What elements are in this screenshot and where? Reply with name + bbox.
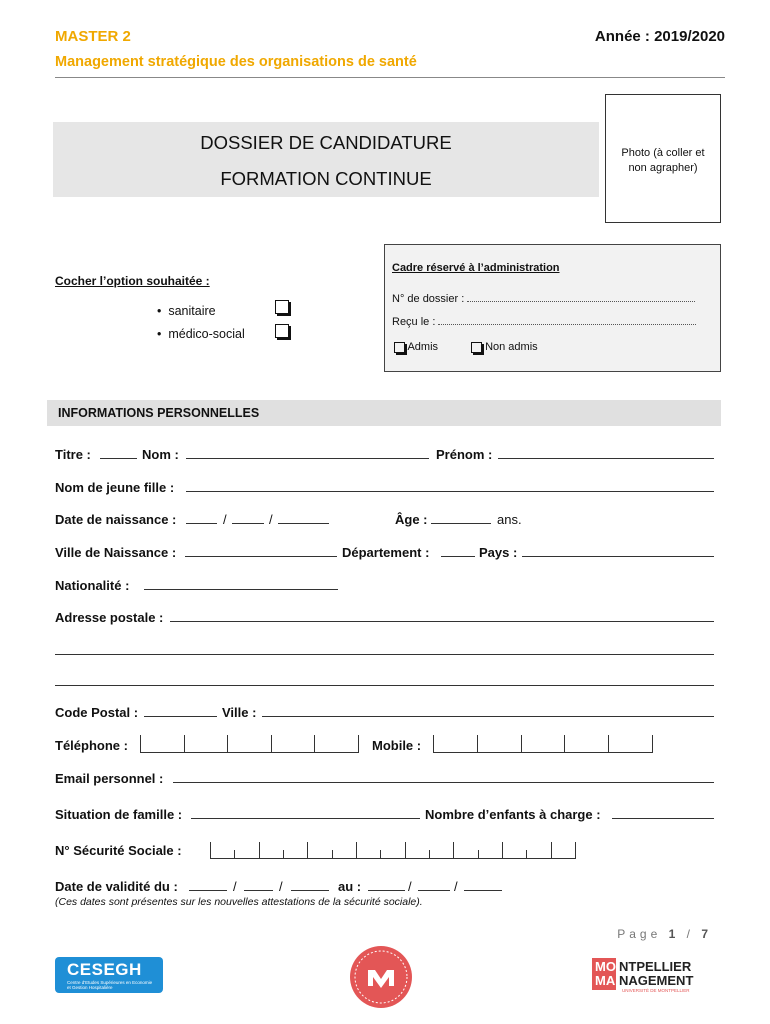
admin-recu-field[interactable] [438,315,696,325]
securite-field[interactable] [210,842,576,859]
titre-field[interactable] [100,458,137,459]
adresse-field-line2[interactable] [55,654,714,655]
master-label: MASTER 2 [55,28,131,45]
date-separator: / [223,512,227,527]
validite-note: (Ces dates sont présentes sur les nouvelles attestations de la sécurité sociale). [55,896,423,908]
prenom-field[interactable] [498,458,714,459]
au-label: au : [338,879,362,894]
adresse-field-line3[interactable] [55,685,714,686]
nationalite-field[interactable] [144,589,338,590]
seal-icon [350,946,412,1008]
medico-social-checkbox[interactable] [275,324,289,338]
date-separator: / [233,879,237,894]
securite-label: N° Sécurité Sociale : [55,843,182,858]
prenom-label: Prénom : [436,447,493,462]
code-postal-field[interactable] [144,716,217,717]
admis-checkbox[interactable] [394,342,405,353]
validite-from-month-field[interactable] [244,890,273,891]
age-label: Âge : [395,512,428,527]
validite-to-year-field[interactable] [464,890,502,891]
naissance-day-field[interactable] [186,523,217,524]
mm-logo-subtitle: UNIVERSITÉ DE MONTPELLIER [622,988,690,993]
option-medico-social [157,327,245,341]
bullet-icon: • [157,327,162,341]
ville-naissance-label: Ville de Naissance : [55,545,177,560]
academic-year: Année : 2019/2020 [594,28,725,45]
date-separator: / [269,512,273,527]
naissance-year-field[interactable] [278,523,329,524]
ans-label: ans. [497,512,522,527]
validite-from-year-field[interactable] [291,890,329,891]
nationalite-label: Nationalité : [55,578,130,593]
page-total: 7 [701,927,712,941]
naissance-label: Date de naissance : [55,512,177,527]
admin-dossier-label: N° de dossier : [392,293,465,305]
photo-caption-line2: non agrapher) [628,162,698,174]
validite-label: Date de validité du : [55,879,178,894]
email-field[interactable] [173,782,714,783]
ville-naissance-field[interactable] [185,556,337,557]
telephone-field[interactable] [140,735,359,753]
admin-recu-label: Reçu le : [392,316,436,328]
date-separator: / [408,879,412,894]
mm-logo-top-red: MO [595,959,616,974]
admin-dossier-row [392,292,695,305]
header-divider [55,77,725,78]
code-postal-label: Code Postal : [55,705,139,720]
non-admis-checkbox[interactable] [471,342,482,353]
telephone-label: Téléphone : [55,738,128,753]
departement-field[interactable] [441,556,475,557]
mm-logo-bottom-red: MA [595,973,616,988]
pays-field[interactable] [522,556,714,557]
titre-label: Titre : [55,447,91,462]
program-title: Management stratégique des organisations de santé [55,54,417,70]
validite-to-day-field[interactable] [368,890,405,891]
cesegh-logo-subtitle: Centre d'Etudes Supérieures en Economie et Gestion Hospitalière [67,980,153,990]
non-admis-label: Non admis [485,341,538,353]
validite-to-month-field[interactable] [418,890,450,891]
option-title: Cocher l’option souhaitée : [55,274,210,288]
section-title: INFORMATIONS PERSONNELLES [58,406,260,420]
ville-field[interactable] [262,716,714,717]
cesegh-logo [55,957,163,993]
enfants-field[interactable] [612,818,714,819]
email-label: Email personnel : [55,771,164,786]
enfants-label: Nombre d’enfants à charge : [425,807,601,822]
option-label: sanitaire [168,304,216,318]
naissance-month-field[interactable] [232,523,264,524]
admin-non-admis-row [471,341,538,353]
validite-from-day-field[interactable] [189,890,227,891]
bullet-icon: • [157,304,162,318]
page-label: Page [617,927,662,941]
page-current: 1 [668,927,680,941]
photo-box [605,94,721,223]
date-separator: / [279,879,283,894]
option-sanitaire [157,304,216,318]
mm-logo-bottom: NAGEMENT [619,973,694,988]
sanitaire-checkbox[interactable] [275,300,289,314]
cesegh-logo-text: CESEGH [67,960,142,979]
university-seal-logo [350,946,412,1008]
nom-label: Nom : [142,447,179,462]
mm-logo-top: NTPELLIER [619,959,692,974]
age-field[interactable] [431,523,491,524]
photo-caption-line1: Photo (à coller et [621,147,705,159]
admin-dossier-field[interactable] [467,292,695,302]
situation-label: Situation de famille : [55,807,183,822]
departement-label: Département : [342,545,430,560]
option-label: médico-social [168,327,245,341]
admin-title: Cadre réservé à l’administration [392,262,560,274]
page-title: DOSSIER DE CANDIDATURE [200,132,452,153]
page-subtitle: FORMATION CONTINUE [220,168,432,189]
situation-field[interactable] [191,818,420,819]
page-separator: / [686,927,694,941]
admin-recu-row [392,315,696,328]
jeune-fille-field[interactable] [186,491,714,492]
nom-field[interactable] [186,458,429,459]
mobile-field[interactable] [433,735,653,753]
adresse-label: Adresse postale : [55,610,164,625]
admis-label: Admis [407,341,439,353]
admin-admis-row [394,341,438,353]
date-separator: / [454,879,458,894]
pays-label: Pays : [479,545,518,560]
page-indicator [617,927,712,941]
adresse-field[interactable] [170,621,714,622]
mobile-label: Mobile : [372,738,422,753]
ville-label: Ville : [222,705,257,720]
jeune-fille-label: Nom de jeune fille : [55,480,175,495]
